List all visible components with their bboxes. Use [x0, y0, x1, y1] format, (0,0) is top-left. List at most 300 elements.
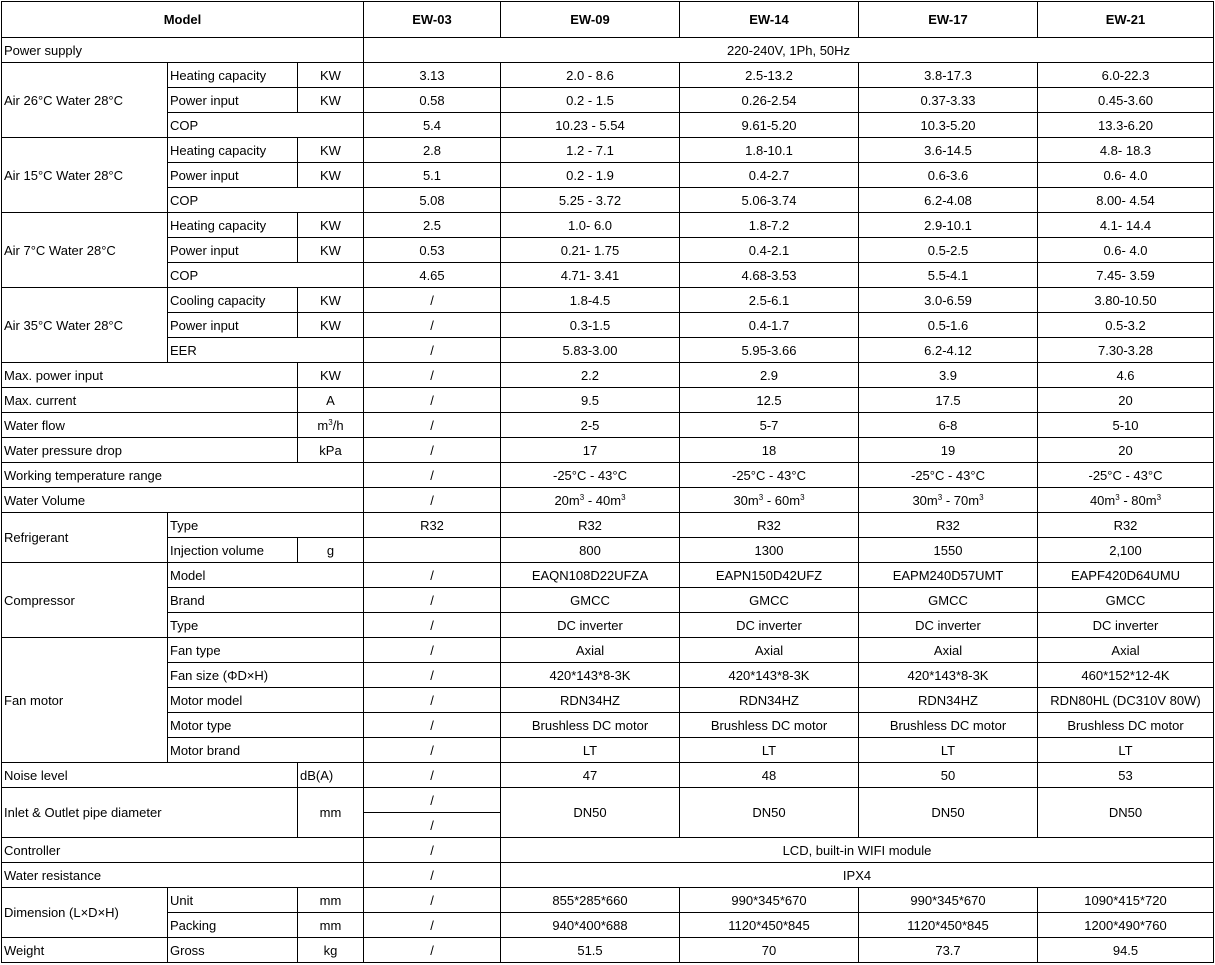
param-label: Type — [168, 613, 364, 638]
range-separator: - — [584, 492, 596, 508]
row-label: Controller — [2, 838, 364, 863]
row-label: Max. current — [2, 388, 298, 413]
unit-base: m — [926, 492, 938, 508]
table-row — [2, 188, 1214, 213]
cell-value: DN50 — [859, 788, 1038, 838]
table-row — [2, 138, 1214, 163]
cell-value: R32 — [859, 513, 1038, 538]
unit-cell — [298, 413, 364, 438]
cell-value: / — [364, 488, 501, 513]
cell-value: 3.6-14.5 — [859, 138, 1038, 163]
cell-value: 7.30-3.28 — [1038, 338, 1214, 363]
cell-value: / — [364, 388, 501, 413]
unit-base: m — [747, 492, 759, 508]
range-separator: - — [942, 492, 954, 508]
param-label: Injection volume — [168, 538, 298, 563]
unit-base: m — [1145, 492, 1157, 508]
cell-value: / — [364, 688, 501, 713]
cell-value: 3.8-17.3 — [859, 63, 1038, 88]
cell-value: DC inverter — [1038, 613, 1214, 638]
row-label: Working temperature range — [2, 463, 364, 488]
param-label: Cooling capacity — [168, 288, 298, 313]
table-row — [2, 863, 1214, 888]
cell-value: GMCC — [501, 588, 680, 613]
group-label: Refrigerant — [2, 513, 168, 563]
group-label: Compressor — [2, 563, 168, 638]
cell-value: / — [364, 338, 501, 363]
cell-value: 5.95-3.66 — [680, 338, 859, 363]
cell-value: 13.3-6.20 — [1038, 113, 1214, 138]
header-ew-09: EW-09 — [501, 2, 680, 38]
row-label: Water pressure drop — [2, 438, 298, 463]
unit-base: m — [968, 492, 980, 508]
cell-value: 0.4-2.7 — [680, 163, 859, 188]
range-separator: - — [763, 492, 775, 508]
cell-value: 1090*415*720 — [1038, 888, 1214, 913]
cell-value: RDN34HZ — [680, 688, 859, 713]
cell-value: 2.2 — [501, 363, 680, 388]
unit-cell: KW — [298, 213, 364, 238]
cell-value: Brushless DC motor — [1038, 713, 1214, 738]
unit-base: m — [610, 492, 622, 508]
param-label: Heating capacity — [168, 213, 298, 238]
param-label: Motor type — [168, 713, 364, 738]
param-label: Type — [168, 513, 364, 538]
group-label: Dimension (L×D×H) — [2, 888, 168, 938]
cell-value — [1038, 488, 1214, 513]
cell-value: 5.4 — [364, 113, 501, 138]
cell-value: 3.80-10.50 — [1038, 288, 1214, 313]
cell-value: 17.5 — [859, 388, 1038, 413]
unit-superscript: 3 — [621, 492, 626, 502]
table-row — [2, 63, 1214, 88]
cell-value: 48 — [680, 763, 859, 788]
row-label: Water flow — [2, 413, 298, 438]
table-row — [2, 38, 1214, 63]
cell-value: 0.2 - 1.5 — [501, 88, 680, 113]
cell-value: / — [364, 663, 501, 688]
cell-value: 855*285*660 — [501, 888, 680, 913]
param-label: Heating capacity — [168, 63, 298, 88]
row-label: Inlet & Outlet pipe diameter — [2, 788, 298, 838]
cell-value: / — [364, 838, 501, 863]
cell-value: 0.53 — [364, 238, 501, 263]
group-label: Air 7°C Water 28°C — [2, 213, 168, 288]
cell-value: 0.5-2.5 — [859, 238, 1038, 263]
cell-value: Axial — [680, 638, 859, 663]
table-row — [2, 638, 1214, 663]
cell-value: 4.71- 3.41 — [501, 263, 680, 288]
param-label: Motor model — [168, 688, 364, 713]
unit-cell: KW — [298, 313, 364, 338]
cell-value: 0.58 — [364, 88, 501, 113]
range-from: 30 — [733, 492, 748, 508]
cell-value: 2,100 — [1038, 538, 1214, 563]
row-label: Weight — [2, 938, 168, 963]
unit-superscript: 3 — [328, 417, 333, 427]
cell-value: Axial — [859, 638, 1038, 663]
cell-value: 5.1 — [364, 163, 501, 188]
cell-value: R32 — [680, 513, 859, 538]
cell-value: DN50 — [680, 788, 859, 838]
unit-cell: kg — [298, 938, 364, 963]
cell-value: 2.0 - 8.6 — [501, 63, 680, 88]
table-row — [2, 213, 1214, 238]
cell-value: 1.8-10.1 — [680, 138, 859, 163]
cell-value: 5.25 - 3.72 — [501, 188, 680, 213]
unit-cell: mm — [298, 888, 364, 913]
row-label: Power supply — [2, 38, 364, 63]
param-label: Motor brand — [168, 738, 364, 763]
cell-value: DC inverter — [680, 613, 859, 638]
cell-value: DC inverter — [501, 613, 680, 638]
cell-value: 0.6-3.6 — [859, 163, 1038, 188]
cell-value: / — [364, 613, 501, 638]
range-to: 40 — [595, 492, 611, 508]
cell-value: RDN80HL (DC310V 80W) — [1038, 688, 1214, 713]
cell-value: 4.8- 18.3 — [1038, 138, 1214, 163]
row-label: Max. power input — [2, 363, 298, 388]
cell-value: Axial — [501, 638, 680, 663]
param-label: Power input — [168, 238, 298, 263]
table-row — [2, 238, 1214, 263]
cell-value: / — [364, 438, 501, 463]
cell-value: 3.0-6.59 — [859, 288, 1038, 313]
table-row — [2, 788, 1214, 813]
unit-base: m — [568, 492, 580, 508]
param-label: Model — [168, 563, 364, 588]
table-row — [2, 413, 1214, 438]
param-label: COP — [168, 113, 364, 138]
cell-value: 2.5-13.2 — [680, 63, 859, 88]
cell-value: 73.7 — [859, 938, 1038, 963]
cell-value: / — [364, 763, 501, 788]
param-label: Packing — [168, 913, 298, 938]
cell-value: 20 — [1038, 438, 1214, 463]
group-label: Fan motor — [2, 638, 168, 763]
cell-value: 2.5-6.1 — [680, 288, 859, 313]
cell-value: 0.37-3.33 — [859, 88, 1038, 113]
cell-value: 8.00- 4.54 — [1038, 188, 1214, 213]
param-label: COP — [168, 188, 364, 213]
unit-base: m — [317, 417, 329, 433]
group-label: Air 35°C Water 28°C — [2, 288, 168, 363]
cell-value: / — [364, 713, 501, 738]
cell-value: / — [364, 813, 501, 838]
param-label: Heating capacity — [168, 138, 298, 163]
cell-value: 2-5 — [501, 413, 680, 438]
unit-tail: /h — [332, 417, 344, 433]
group-label: Air 15°C Water 28°C — [2, 138, 168, 213]
cell-value: 1.8-7.2 — [680, 213, 859, 238]
cell-value: / — [364, 563, 501, 588]
cell-value: EAPN150D42UFZ — [680, 563, 859, 588]
cell-value: R32 — [1038, 513, 1214, 538]
cell-value: / — [364, 313, 501, 338]
group-label: Air 26°C Water 28°C — [2, 63, 168, 138]
header-row — [2, 2, 1214, 38]
cell-value: 1120*450*845 — [680, 913, 859, 938]
unit-cell: KW — [298, 63, 364, 88]
cell-value: 1.8-4.5 — [501, 288, 680, 313]
cell-value: -25°C - 43°C — [859, 463, 1038, 488]
row-label: Water Volume — [2, 488, 364, 513]
cell-value: 2.5 — [364, 213, 501, 238]
param-label: Unit — [168, 888, 298, 913]
cell-value — [680, 488, 859, 513]
cell-value: 1200*490*760 — [1038, 913, 1214, 938]
cell-value: 4.68-3.53 — [680, 263, 859, 288]
unit-superscript: 3 — [1115, 492, 1120, 502]
unit-base: m — [1104, 492, 1116, 508]
cell-value: 220-240V, 1Ph, 50Hz — [364, 38, 1214, 63]
cell-value: DC inverter — [859, 613, 1038, 638]
cell-value: 2.8 — [364, 138, 501, 163]
header-ew-21: EW-21 — [1038, 2, 1214, 38]
cell-value: 1300 — [680, 538, 859, 563]
cell-value: 5-10 — [1038, 413, 1214, 438]
unit-cell: A — [298, 388, 364, 413]
cell-value: 6.0-22.3 — [1038, 63, 1214, 88]
table-row — [2, 263, 1214, 288]
unit-cell: KW — [298, 138, 364, 163]
cell-value: 420*143*8-3K — [680, 663, 859, 688]
cell-value: LT — [859, 738, 1038, 763]
param-label: Power input — [168, 163, 298, 188]
table-row — [2, 113, 1214, 138]
range-separator: - — [1119, 492, 1132, 508]
table-row — [2, 538, 1214, 563]
cell-value: 1.0- 6.0 — [501, 213, 680, 238]
cell-value: 4.1- 14.4 — [1038, 213, 1214, 238]
cell-value: 2.9-10.1 — [859, 213, 1038, 238]
cell-value: 5.83-3.00 — [501, 338, 680, 363]
cell-value: 940*400*688 — [501, 913, 680, 938]
range-to: 70 — [953, 492, 969, 508]
cell-value: -25°C - 43°C — [1038, 463, 1214, 488]
cell-value: 12.5 — [680, 388, 859, 413]
cell-value: 0.4-2.1 — [680, 238, 859, 263]
cell-value: Brushless DC motor — [859, 713, 1038, 738]
cell-value: 0.4-1.7 — [680, 313, 859, 338]
cell-value: RDN34HZ — [501, 688, 680, 713]
range-from: 40 — [1089, 492, 1105, 508]
table-row — [2, 888, 1214, 913]
unit-cell: KW — [298, 288, 364, 313]
table-row — [2, 288, 1214, 313]
param-label: Brand — [168, 588, 364, 613]
cell-value: 6-8 — [859, 413, 1038, 438]
cell-value: 1120*450*845 — [859, 913, 1038, 938]
table-row — [2, 438, 1214, 463]
cell-value: 53 — [1038, 763, 1214, 788]
cell-value — [859, 488, 1038, 513]
row-label: Water resistance — [2, 863, 364, 888]
cell-value: 5.5-4.1 — [859, 263, 1038, 288]
table-row — [2, 338, 1214, 363]
range-to: 60 — [774, 492, 790, 508]
unit-superscript: 3 — [937, 492, 943, 502]
unit-superscript: 3 — [1156, 492, 1162, 502]
cell-value: 5-7 — [680, 413, 859, 438]
cell-value: / — [364, 738, 501, 763]
cell-value: 7.45- 3.59 — [1038, 263, 1214, 288]
cell-value: / — [364, 913, 501, 938]
cell-value: Brushless DC motor — [501, 713, 680, 738]
cell-value: 0.6- 4.0 — [1038, 238, 1214, 263]
cell-value: 0.26-2.54 — [680, 88, 859, 113]
cell-value: 20 — [1038, 388, 1214, 413]
cell-value: R32 — [501, 513, 680, 538]
cell-value: 420*143*8-3K — [501, 663, 680, 688]
cell-value: LT — [680, 738, 859, 763]
unit-cell: mm — [298, 788, 364, 838]
unit-cell: kPa — [298, 438, 364, 463]
cell-value: 4.65 — [364, 263, 501, 288]
cell-value: 0.5-1.6 — [859, 313, 1038, 338]
cell-value: 19 — [859, 438, 1038, 463]
unit-cell: KW — [298, 238, 364, 263]
table-row — [2, 163, 1214, 188]
cell-value: 420*143*8-3K — [859, 663, 1038, 688]
cell-value: 10.23 - 5.54 — [501, 113, 680, 138]
cell-value: 17 — [501, 438, 680, 463]
table-row — [2, 838, 1214, 863]
table-row — [2, 663, 1214, 688]
table-row — [2, 763, 1214, 788]
table-row — [2, 688, 1214, 713]
cell-value: DN50 — [501, 788, 680, 838]
cell-value: 50 — [859, 763, 1038, 788]
cell-value: 0.2 - 1.9 — [501, 163, 680, 188]
cell-value: RDN34HZ — [859, 688, 1038, 713]
table-row — [2, 588, 1214, 613]
cell-value: LT — [501, 738, 680, 763]
cell-value: Axial — [1038, 638, 1214, 663]
unit-superscript: 3 — [979, 492, 984, 502]
cell-value: GMCC — [859, 588, 1038, 613]
param-label: Power input — [168, 313, 298, 338]
unit-cell: KW — [298, 163, 364, 188]
cell-value: 10.3-5.20 — [859, 113, 1038, 138]
cell-value: 990*345*670 — [859, 888, 1038, 913]
param-label: Power input — [168, 88, 298, 113]
cell-value: 51.5 — [501, 938, 680, 963]
param-label: Gross — [168, 938, 298, 963]
table-row — [2, 913, 1214, 938]
unit-base: m — [789, 492, 801, 508]
cell-value — [364, 538, 501, 563]
cell-value: DN50 — [1038, 788, 1214, 838]
cell-value: 1550 — [859, 538, 1038, 563]
cell-value — [501, 488, 680, 513]
cell-value: 6.2-4.12 — [859, 338, 1038, 363]
cell-value: 9.5 — [501, 388, 680, 413]
cell-value: -25°C - 43°C — [501, 463, 680, 488]
table-row — [2, 513, 1214, 538]
table-row — [2, 463, 1214, 488]
cell-value: 5.06-3.74 — [680, 188, 859, 213]
cell-value: LCD, built-in WIFI module — [501, 838, 1214, 863]
cell-value: GMCC — [1038, 588, 1214, 613]
param-label: Fan type — [168, 638, 364, 663]
table-row — [2, 488, 1214, 513]
cell-value: R32 — [364, 513, 501, 538]
cell-value: 460*152*12-4K — [1038, 663, 1214, 688]
unit-cell: g — [298, 538, 364, 563]
table-row — [2, 713, 1214, 738]
cell-value: / — [364, 638, 501, 663]
header-ew-03: EW-03 — [364, 2, 501, 38]
range-to: 80 — [1131, 492, 1146, 508]
cell-value: LT — [1038, 738, 1214, 763]
cell-value: 9.61-5.20 — [680, 113, 859, 138]
unit-superscript: 3 — [800, 492, 805, 502]
cell-value: / — [364, 863, 501, 888]
param-label: EER — [168, 338, 364, 363]
cell-value: / — [364, 463, 501, 488]
header-model: Model — [2, 2, 364, 38]
cell-value: / — [364, 413, 501, 438]
cell-value: -25°C - 43°C — [680, 463, 859, 488]
table-row — [2, 563, 1214, 588]
header-ew-14: EW-14 — [680, 2, 859, 38]
cell-value: 70 — [680, 938, 859, 963]
range-from: 20 — [554, 492, 569, 508]
cell-value: EAQN108D22UFZA — [501, 563, 680, 588]
unit-cell: KW — [298, 363, 364, 388]
table-row — [2, 88, 1214, 113]
cell-value: 3.13 — [364, 63, 501, 88]
cell-value: / — [364, 588, 501, 613]
table-row — [2, 363, 1214, 388]
cell-value: 5.08 — [364, 188, 501, 213]
cell-value: 47 — [501, 763, 680, 788]
cell-value: / — [364, 938, 501, 963]
unit-superscript: 3 — [758, 492, 764, 502]
cell-value: / — [364, 363, 501, 388]
cell-value: EAPM240D57UMT — [859, 563, 1038, 588]
cell-value: 800 — [501, 538, 680, 563]
table-row — [2, 613, 1214, 638]
cell-value: 18 — [680, 438, 859, 463]
cell-value: 0.21- 1.75 — [501, 238, 680, 263]
cell-value: 4.6 — [1038, 363, 1214, 388]
cell-value: 0.5-3.2 — [1038, 313, 1214, 338]
unit-cell: KW — [298, 88, 364, 113]
table-row — [2, 738, 1214, 763]
cell-value: 2.9 — [680, 363, 859, 388]
row-label: Noise level — [2, 763, 298, 788]
cell-value: 6.2-4.08 — [859, 188, 1038, 213]
cell-value: 0.45-3.60 — [1038, 88, 1214, 113]
cell-value: EAPF420D64UMU — [1038, 563, 1214, 588]
table-row — [2, 938, 1214, 963]
cell-value: 3.9 — [859, 363, 1038, 388]
table-row — [2, 313, 1214, 338]
cell-value: 94.5 — [1038, 938, 1214, 963]
spec-table — [1, 1, 1214, 963]
unit-superscript: 3 — [579, 492, 585, 502]
unit-cell: mm — [298, 913, 364, 938]
range-from: 30 — [912, 492, 927, 508]
cell-value: 990*345*670 — [680, 888, 859, 913]
cell-value: 0.6- 4.0 — [1038, 163, 1214, 188]
cell-value: Brushless DC motor — [680, 713, 859, 738]
cell-value: / — [364, 888, 501, 913]
cell-value: IPX4 — [501, 863, 1214, 888]
param-label: Fan size (ΦD×H) — [168, 663, 364, 688]
